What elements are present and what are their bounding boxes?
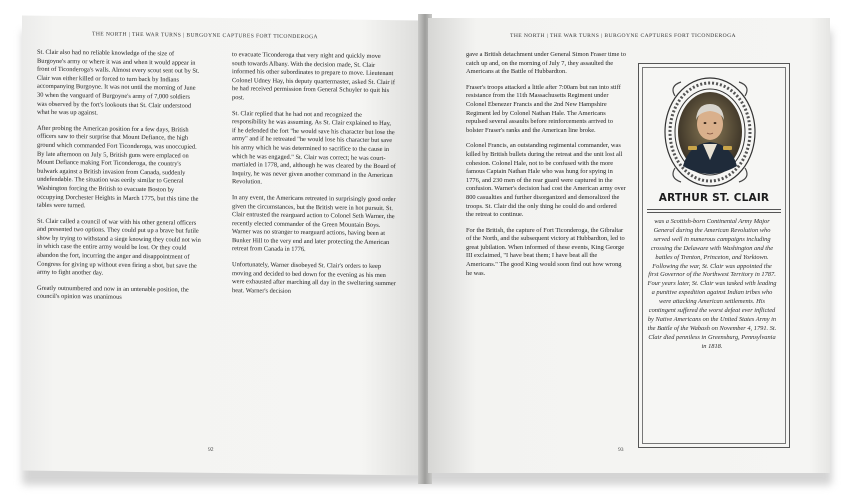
biography-sidebar: [638, 63, 790, 448]
running-head-right: THE NORTH | THE WAR TURNS | BURGOYNE CAPTURES FORT TICONDEROGA: [510, 33, 736, 39]
left-column-2: [232, 51, 396, 304]
paragraph: For the British, the capture of Fort Ticonderoga, the Gibraltar of the North, and the subsequent victory at Hubbardton, led to great jubilation. When informed of these events, King George III exclaimed, "I have beat them; I have beat all the Americans." The good King would soon find out how wrong he was.: [466, 226, 625, 277]
right-page: [428, 18, 830, 473]
paragraph: to evacuate Ticonderoga that very night and quickly move south towards Albany. With the decision made, St. Clair informed his other subordinates to prepare to move. Lieutenant Colonel Udney Hay, his deputy quartermaster, asked St. Clair if he had received permission from General Schuyler to quit his post.: [232, 51, 395, 102]
sidebar-title: ARTHUR ST. CLAIR: [658, 192, 770, 204]
portrait-frame: [663, 76, 757, 188]
paragraph: St. Clair called a council of war with his other general officers and presented two options. They could put up a brave but futile show by trying to withstand a siege knowing they could not win in which case the entire army would be lost. Or they could abandon the fort, incurring the anger and disappointment of Congress for giving up without even firing a shot, but save the army to fight another day.: [37, 217, 201, 277]
paragraph: Unfortunately, Warner disobeyed St. Clair's orders to keep moving and decided to bed down for the evening as his men were exhausted after marching all day in the sweltering summer heat. Warner's decision: [232, 261, 396, 295]
paragraph: St. Clair replied that he had not and recognized the responsibility he was assuming. As St. Clair explained to Hay, if he defended the fort "he would save his character but lose the army" and if he retreated "he would lose his character but save his army which he was determined to sacrifice to the cause in which he was engaged." St. Clair was correct; he was court-martialed in 1778, and, although he was cleared by the Board of Inquiry, he was never given another command in the American Revolution.: [232, 109, 396, 186]
left-column-1: [37, 49, 201, 311]
running-head-left: THE NORTH | THE WAR TURNS | BURGOYNE CAPTURES FORT TICONDEROGA: [92, 31, 318, 41]
paragraph: Fraser's troops attacked a little after 7:00am but ran into stiff resistance from the 11th Massachusetts Regiment under Colonel Ebenezer Francis and the 2nd New Hampshire Regiment led by Colonel Nathan Hale. The Americans repulsed several assaults before reinforcements arrived to bolster Fraser's ranks and the American line broke.: [466, 83, 621, 134]
right-column-1: [466, 51, 626, 285]
divider: [647, 212, 781, 213]
paragraph: St. Clair also had no reliable knowledge of the size of Burgoyne's army or where it was and when it would appear in front of Ticonderoga's walls. Almost every scout sent out by St. Clair was either killed or forced to turn back by Indians accompanying Burgoyne. It was not until the morning of June 30 when the vanguard of Burgoyne's army of 7,000 soldiers was observed by the fort's lookouts that St. Clair understood what he was up against.: [37, 48, 200, 117]
paragraph: In any event, the Americans retreated in surprisingly good order given the circumstances, but the British were in hot pursuit. St. Clair entrusted the rearguard action to Colonel Seth Warner, the recently elected commander of the Green Mountain Boys. Warner was no stranger to rearguard actions, having been at Bunker Hill to the very end and later protecting the American retreat from Canada in 1776.: [232, 194, 396, 254]
page-number-right: 93: [618, 447, 624, 453]
paragraph: gave a British detachment under General Simon Fraser time to catch up and, on the morning of July 7, they assaulted the Americans at the Battle of Hubbardton.: [466, 51, 626, 76]
paragraph: Colonel Francis, an outstanding regimental commander, was killed by British bullets during the retreat and the unit lost all cohesion. Colonel Hale, not to be confused with the more famous Captain Nathan Hale who was hung for spying in 1776, and 230 men of the rear guard were captured in the confusion. Warner's decision had cost the American army over 800 casualties and further disorganized and demoralized the troops. St. Clair did the only thing he could do and ordered the retreat to continue.: [466, 142, 626, 219]
paragraph: Greatly outnumbered and now in an untenable position, the council's opinion was unanimous: [37, 284, 189, 302]
sidebar-caption: was a Scottish-born Continental Army Major General during the American Revolution who served well in numerous campaigns including crossing the Delaware with Washington and the battles of Trenton, Princeton, and Yorktown. Following the war, St. Clair was appointed the first Governor of the Northwest Territory in 1787. Four years later, St. Clair was tasked with leading a punitive expedition against Indian tribes who were attacking American settlements. His contingent suffered the worst defeat ever inflicted by Native Americans on the United States Army in the Battle of the Wabash on November 4, 1791. St. Clair died penniless in Greensburg, Pennsylvania in 1818.: [647, 218, 777, 350]
left-page: [22, 16, 422, 476]
page-number-left: 92: [208, 446, 214, 453]
divider: [647, 209, 781, 210]
portrait-image: [663, 76, 757, 188]
paragraph: After probing the American position for a few days, British officers saw to their surprise that Mount Defiance, the high ground which commanded Fort Ticonderoga, was unoccupied. By late afternoon on July 5, British guns were emplaced on Mount Defiance making Fort Ticonderoga, the country's bulwark against a British invasion from Canada, suddenly undefendable. The situation was eerily similar to General Washington forcing the British to evacuate Boston by occupying Dorchester Heights in March 1775, but this time the tables were turned.: [37, 124, 199, 210]
